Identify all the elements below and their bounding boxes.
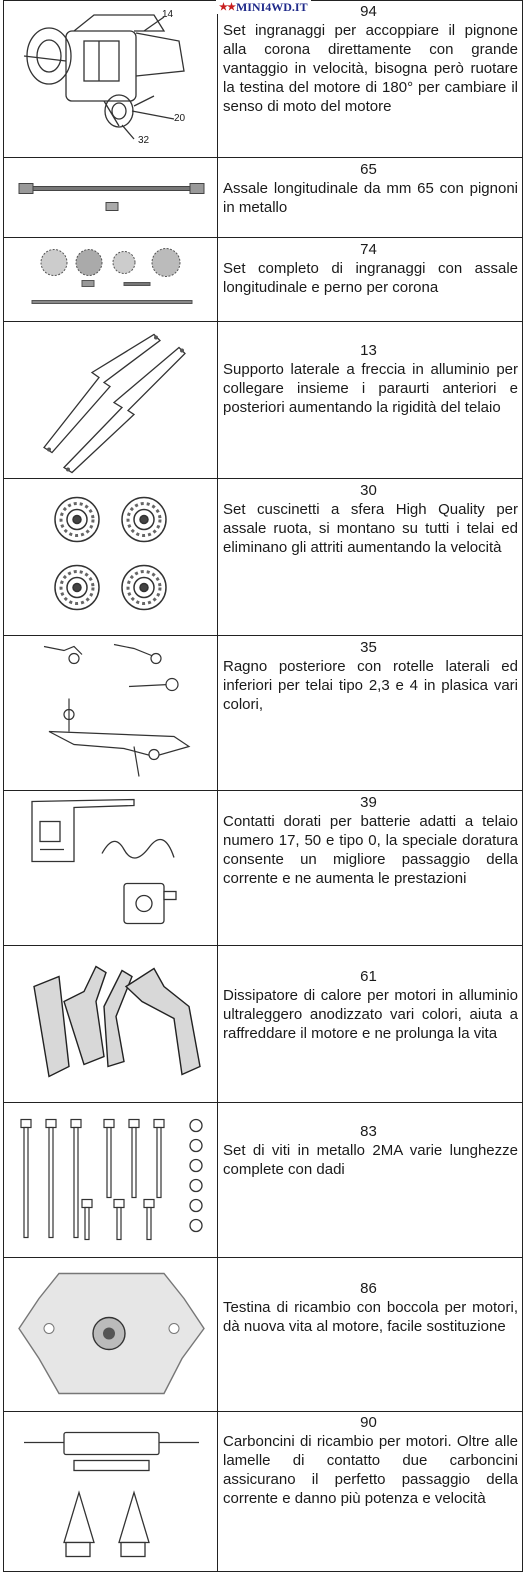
motor-brush-icon <box>4 1412 217 1571</box>
product-image <box>4 238 218 321</box>
product-text <box>219 946 518 1102</box>
product-row <box>3 1103 523 1258</box>
product-code: 90 <box>360 1414 377 1431</box>
product-image <box>4 322 218 478</box>
product-row <box>3 322 523 479</box>
heat-sink-icon <box>4 946 217 1102</box>
gear-set-engine-drawing-icon <box>4 1 217 157</box>
product-code: 74 <box>360 241 377 258</box>
site-logo-text: MINI4WD.IT <box>235 0 308 14</box>
product-row <box>3 636 523 791</box>
product-text <box>219 1 518 157</box>
ball-bearing-icon <box>4 479 217 635</box>
product-image <box>4 1258 218 1411</box>
product-image <box>4 158 218 237</box>
product-row <box>3 238 523 322</box>
product-row <box>3 946 523 1103</box>
product-code: 65 <box>360 161 377 178</box>
screw-set-icon <box>4 1103 217 1257</box>
product-description: Set cuscinetti a sfera High Quality per assale ruota, si montano su tutti i telai ed eliminano gli attriti aumentando la velocità <box>223 501 518 556</box>
product-row <box>3 791 523 946</box>
product-row <box>3 1412 523 1572</box>
motor-head-icon <box>4 1258 217 1411</box>
product-description: Set completo di ingranaggi con assale longitudinale e perno per corona <box>223 260 518 296</box>
product-text <box>219 1412 518 1571</box>
product-description: Set di viti in metallo 2MA varie lunghezze complete con dadi <box>223 1142 518 1178</box>
gear-set-icon <box>4 238 217 321</box>
callout-label: 20 <box>174 113 186 124</box>
product-code: 30 <box>360 482 377 499</box>
product-code: 94 <box>360 3 377 20</box>
callout-label: 14 <box>162 9 174 20</box>
side-support-icon <box>4 322 217 478</box>
product-description: Dissipatore di calore per motori in alluminio ultraleggero anodizzato vari colori, aiuta a raffreddare il motore e ne prolunga la vita <box>223 987 518 1042</box>
product-code: 39 <box>360 794 377 811</box>
product-text <box>219 791 518 945</box>
product-text <box>219 238 518 321</box>
product-image <box>4 1 218 157</box>
product-code: 83 <box>360 1123 377 1140</box>
product-code: 86 <box>360 1280 377 1297</box>
product-description: Carboncini di ricambio per motori. Oltre alle lamelle di contatto due carboncini assicurano il perfetto passaggio della corrente e danno più potenza e velocità <box>223 1433 518 1507</box>
product-code: 13 <box>360 342 377 359</box>
product-image <box>4 1412 218 1571</box>
product-description: Contatti dorati per batterie adatti a telaio numero 17, 50 e tipo 0, la speciale doratura consente un migliore passaggio della corrente e ne aumenta le prestazioni <box>223 813 518 887</box>
product-text <box>219 158 518 237</box>
product-description: Ragno posteriore con rotelle laterali ed inferiori per telai tipo 2,3 e 4 in plasica vari colori, <box>223 658 518 713</box>
product-image <box>4 1103 218 1257</box>
product-row <box>3 479 523 636</box>
product-text <box>219 322 518 478</box>
product-row <box>3 158 523 238</box>
callout-label: 32 <box>138 135 150 146</box>
battery-contact-icon <box>4 791 217 945</box>
product-description: Supporto laterale a freccia in alluminio per collegare insieme i paraurti anteriori e posteriori aumentando la rigidità del telaio <box>223 361 518 416</box>
product-code: 35 <box>360 639 377 656</box>
product-description: Assale longitudinale da mm 65 con pignoni in metallo <box>223 180 518 216</box>
site-logo[interactable] <box>216 0 311 14</box>
product-image <box>4 636 218 790</box>
product-text <box>219 636 518 790</box>
product-text <box>219 479 518 635</box>
product-description: Testina di ricambio con boccola per motori, dà nuova vita al motore, facile sostituzione <box>223 1299 518 1335</box>
product-description: Set ingranaggi per accoppiare il pignone alla corona direttamente con grande vantaggio in velocità, bisogna però ruotare la testina del motore di 180° per cambiare il senso di moto del motore <box>223 22 518 115</box>
stars-icon: ★★ <box>219 1 235 13</box>
rear-spider-icon <box>4 636 217 790</box>
product-row <box>3 0 523 158</box>
product-image <box>4 791 218 945</box>
longitudinal-axle-icon <box>4 158 217 237</box>
product-image <box>4 479 218 635</box>
product-text <box>219 1258 518 1411</box>
product-row <box>3 1258 523 1412</box>
product-code: 61 <box>360 968 377 985</box>
product-image <box>4 946 218 1102</box>
product-text <box>219 1103 518 1257</box>
